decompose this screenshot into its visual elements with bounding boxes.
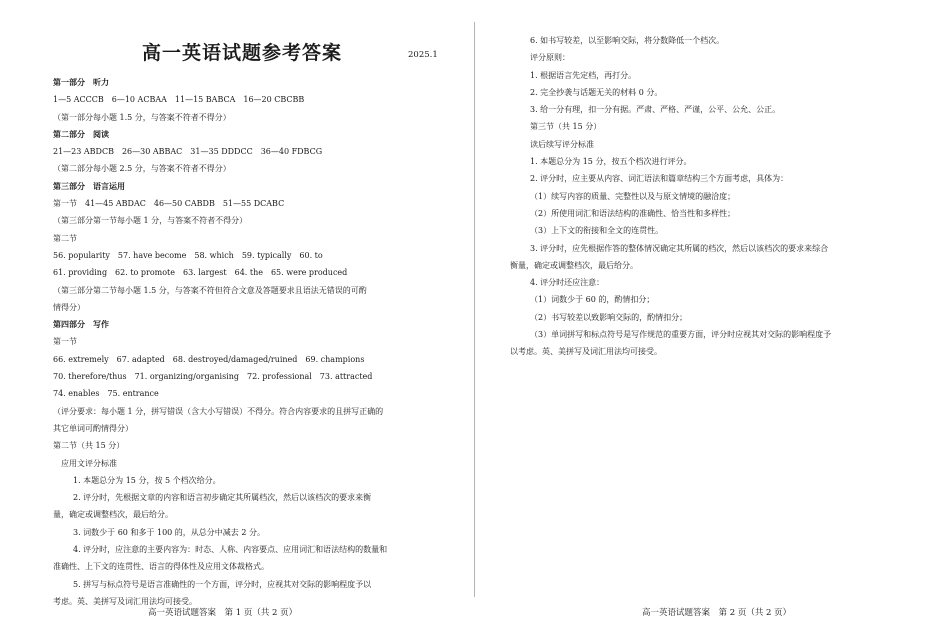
text-line: 情得分） (53, 302, 85, 312)
text-line: 66. extremely 67. adapted 68. destroyed/damaged/ruined 69. champions (53, 354, 365, 364)
text-line: 量，确定或调整档次，最后给分。 (53, 510, 173, 520)
text-line: （第一部分每小题 1.5 分，与答案不符者不得分） (53, 112, 231, 122)
text-line: 考虑。英、美拼写及词汇用法均可接受。 (53, 596, 197, 606)
answer-page-1 (0, 0, 474, 631)
text-line: 其它单词可酌情得分） (53, 423, 133, 433)
text-line: 第一节 (53, 337, 77, 347)
text-line: 读后续写评分标准 (530, 139, 594, 149)
text-line: （2）所使用词汇和语法结构的准确性、恰当性和多样性； (530, 208, 736, 218)
page-divider (474, 22, 475, 597)
text-line: 第一节 41—45 ABDAC 46—50 CABDB 51—55 DCABC (53, 199, 285, 209)
document-title: 高一英语试题参考答案 (142, 42, 343, 64)
text-line: 3. 评分时，应先根据作答的整体情况确定其所属的档次，然后以该档次的要求来综合 (530, 243, 829, 253)
text-line: 1. 本题总分为 15 分，按五个档次进行评分。 (530, 157, 692, 167)
page-2-footer: 高一英语试题答案 第 2 页（共 2 页） (642, 608, 792, 618)
section-heading: 第二部分 阅读 (53, 129, 109, 139)
page-1-content (53, 74, 445, 610)
text-line: 61. providing 62. to promote 63. largest 64. the 65. were produced (53, 268, 348, 278)
text-line: （3）上下文的衔接和全文的连贯性。 (530, 226, 664, 236)
text-line: 3. 词数少于 60 和多于 100 的，从总分中减去 2 分。 (73, 527, 265, 537)
text-line: （1）续写内容的质量、完整性以及与原文情境的融洽度； (530, 191, 736, 201)
text-line: （第二部分每小题 2.5 分，与答案不符者不得分） (53, 164, 231, 174)
section-heading: 第一部分 听力 (53, 78, 109, 87)
text-line: 准确性、上下文的连贯性、语言的得体性及应用文体裁格式。 (53, 562, 269, 572)
text-line: （第三部分第一节每小题 1 分，与答案不符者不得分） (53, 216, 248, 226)
document-date: 2025.1 (408, 50, 438, 60)
text-line: 2. 评分时，应主要从内容、词汇语法和篇章结构三个方面考虑，具体为： (530, 174, 789, 184)
text-line: （2）书写较差以致影响交际的，酌情扣分； (530, 312, 688, 322)
text-line: 以考虑。英、美拼写及词汇用法均可接受。 (510, 347, 662, 357)
text-line: 第二节 (53, 233, 77, 243)
text-line: 2. 评分时，先根据文章的内容和语言初步确定其所属档次，然后以该档次的要求来衡 (73, 493, 372, 503)
text-line: 1. 根据语言先定档，再打分。 (530, 70, 637, 80)
text-line: 4. 评分时还应注意： (530, 278, 605, 288)
text-line: 21—23 ABDCB 26—30 ABBAC 31—35 DDDCC 36—40 FDBCG (53, 147, 323, 157)
text-line: 衡量，确定或调整档次，最后给分。 (510, 260, 638, 270)
section-heading: 第四部分 写作 (53, 320, 109, 330)
text-line: 1—5 ACCCB 6—10 ACBAA 11—15 BABCA 16—20 CBCBB (53, 95, 305, 105)
page-2-content (510, 32, 910, 361)
text-line: （1）词数少于 60 的，酌情扣分； (530, 295, 655, 305)
text-line: 1. 本题总分为 15 分，按 5 个档次给分。 (73, 475, 221, 485)
text-line: 6. 如书写较差，以至影响交际，将分数降低一个档次。 (530, 36, 725, 45)
text-line: 4. 评分时，应注意的主要内容为：时态、人称、内容要点、应用词汇和语法结构的数量和 (73, 545, 388, 555)
text-line: （3）单词拼写和标点符号是写作规范的重要方面，评分时应视其对交际的影响程度予 (530, 330, 832, 340)
page-1-footer: 高一英语试题答案 第 1 页（共 2 页） (148, 608, 298, 618)
text-line: 5. 拼写与标点符号是语言准确性的一个方面，评分时，应视其对交际的影响程度予以 (73, 579, 372, 589)
text-line: （第三部分第二节每小题 1.5 分，与答案不符但符合文意及答题要求且语法无错误的可酌 (53, 285, 367, 295)
text-line: 第三节（共 15 分） (530, 122, 602, 132)
text-line: 2. 完全抄袭与话题无关的材料 0 分。 (530, 87, 663, 97)
text-line: 应用文评分标准 (61, 458, 117, 468)
text-line: 70. therefore/thus 71. organizing/organising 72. professional 73. attracted (53, 372, 373, 382)
text-line: 56. popularity 57. have become 58. which 59. typically 60. to (53, 250, 323, 260)
answer-page-2 (476, 0, 950, 631)
text-line: 74. enables 75. entrance (53, 389, 159, 399)
text-line: 评分原则： (530, 53, 570, 63)
text-line: 3. 给一分有理，扣一分有据。严肃、严格、严谨，公平、公允、公正。 (530, 105, 781, 115)
section-heading: 第三部分 语言运用 (53, 181, 125, 191)
text-line: 第二节（共 15 分） (53, 441, 125, 451)
text-line: （评分要求：每小题 1 分，拼写错误（含大小写错误）不得分。符合内容要求的且拼写正确的 (53, 406, 384, 416)
